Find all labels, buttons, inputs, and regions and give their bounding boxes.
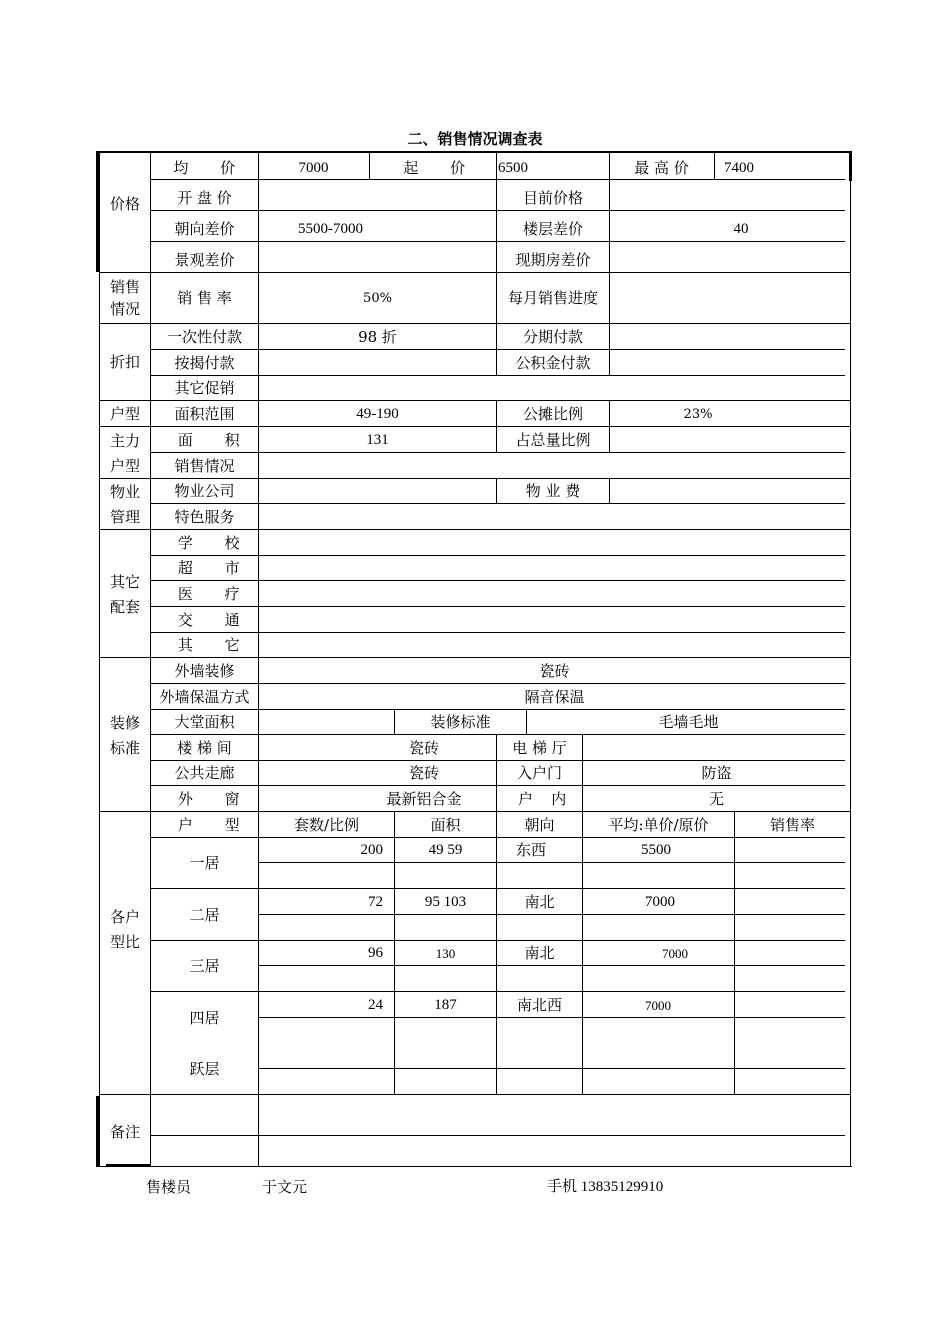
monthly-progress-label: 每月销售进度: [507, 289, 598, 307]
elevator-hall-label: 电 梯 厅: [512, 739, 567, 757]
h-line: [258, 1017, 845, 1018]
main-area-value: 131: [366, 432, 389, 448]
unit-type-3br: 三居: [189, 957, 220, 975]
h-line: [151, 991, 845, 992]
border-right: [850, 181, 851, 1167]
h-line: [151, 503, 845, 504]
page-title: 二、销售情况调查表: [407, 130, 543, 148]
wall-finish-value: 瓷砖: [539, 662, 570, 680]
facility-market-label: 超 市: [177, 559, 254, 577]
other-promo-label: 其它促销: [174, 379, 235, 397]
current-price-label: 目前价格: [522, 189, 583, 207]
border-bottom-thick: [106, 1164, 151, 1167]
entry-door-label: 入户门: [516, 764, 562, 782]
ready-diff-label: 现期房差价: [515, 251, 591, 269]
unit-area: 95 103: [424, 894, 467, 910]
h-line: [151, 888, 845, 889]
header-avg-price: 平均:单价/原价: [608, 816, 709, 834]
v-line: [609, 478, 610, 504]
facility-medical-label: 医 疗: [177, 585, 254, 603]
h-line: [151, 837, 845, 838]
section-main-unit: 主力户型: [109, 432, 140, 475]
indoor-label: 户 内: [517, 790, 574, 808]
unit-area: 130: [435, 946, 456, 961]
h-line: [99, 811, 850, 812]
ratio-label: 占总量比例: [515, 431, 591, 449]
section-unit-ratio: 各户型比: [109, 908, 140, 951]
sales-rate-label: 销 售 率: [177, 289, 232, 307]
h-line: [99, 400, 850, 401]
area-range-label: 面积范围: [174, 405, 235, 423]
main-area-label: 面 积: [177, 431, 254, 449]
survey-table: [96, 151, 852, 1167]
avg-price-value: 7000: [298, 160, 329, 176]
h-line: [151, 179, 845, 180]
header-count: 套数/比例: [293, 816, 360, 834]
unit-type-2br: 二居: [189, 906, 220, 924]
unit-avg-price: 7000: [662, 946, 688, 961]
lump-sum-label: 一次性付款: [166, 328, 242, 346]
unit-orientation: 东西: [516, 841, 547, 859]
unit-type-duplex: 跃层: [189, 1060, 220, 1078]
v-line: [369, 151, 370, 180]
section-property: 物业管理: [109, 483, 140, 526]
unit-avg-price: 7000: [645, 894, 675, 910]
header-sales-rate: 销售率: [769, 816, 815, 834]
section-unit: 户型: [109, 405, 140, 423]
floor-diff-value: 40: [733, 221, 749, 237]
seller-label: 售楼员: [146, 1178, 192, 1196]
border-top: [96, 151, 852, 153]
unit-count: 72: [368, 894, 383, 910]
floor-diff-label: 楼层差价: [522, 220, 583, 238]
h-line: [151, 580, 845, 581]
h-line: [99, 529, 850, 530]
h-line: [151, 349, 845, 350]
section-discount: 折扣: [109, 353, 140, 371]
lobby-area-label: 大堂面积: [174, 713, 235, 731]
max-price-label: 最 高 价: [634, 159, 689, 177]
h-line: [151, 555, 845, 556]
section-decoration: 装修标准: [109, 714, 140, 757]
main-sales-label: 销售情况: [174, 457, 235, 475]
unit-type-1br: 一居: [189, 854, 220, 872]
h-line: [99, 657, 850, 658]
v-line: [609, 272, 610, 324]
decoration-standard-label: 装修标准: [430, 713, 491, 731]
h-line: [151, 1135, 845, 1136]
insulation-label: 外墙保温方式: [159, 688, 250, 706]
unit-area: 49 59: [428, 842, 463, 858]
border-left-thick-b: [96, 1096, 99, 1167]
share-ratio-label: 公摊比例: [522, 405, 583, 423]
max-price-value: 7400: [724, 160, 754, 176]
h-line: [99, 1094, 850, 1095]
h-line: [151, 760, 845, 761]
area-range-value: 49-190: [356, 406, 399, 422]
window-label: 外 窗: [177, 790, 254, 808]
header-orientation: 朝向: [524, 816, 555, 834]
h-line: [151, 709, 845, 710]
v-line: [609, 323, 610, 376]
property-company-label: 物业公司: [174, 482, 235, 500]
window-value: 最新铝合金: [386, 790, 462, 808]
corridor-value: 瓷砖: [408, 764, 439, 782]
section-facilities: 其它配套: [109, 573, 140, 616]
h-line: [99, 323, 850, 324]
indoor-value: 无: [708, 790, 724, 808]
h-line: [151, 210, 845, 211]
h-line: [151, 632, 845, 633]
h-line: [99, 272, 850, 273]
stairwell-value: 瓷砖: [408, 739, 439, 757]
h-line: [151, 241, 845, 242]
border-left: [99, 151, 100, 1167]
border-right-thick: [849, 151, 852, 181]
section-price: 价格: [109, 195, 140, 213]
unit-orientation: 南北: [524, 944, 555, 962]
v-line: [714, 151, 715, 180]
h-line: [258, 914, 845, 915]
h-line: [151, 683, 845, 684]
decoration-standard-value: 毛墙毛地: [658, 713, 719, 731]
orient-diff-value: 5500-7000: [298, 221, 363, 237]
facility-traffic-label: 交 通: [177, 611, 254, 629]
property-fee-label: 物 业 费: [525, 482, 581, 500]
header-unit-type: 户 型: [177, 816, 254, 834]
unit-area: 187: [434, 997, 457, 1013]
h-line: [99, 478, 850, 479]
remarks-label: 备注: [109, 1123, 140, 1141]
unit-count: 24: [368, 997, 383, 1013]
sales-rate-value: 50%: [363, 291, 392, 306]
h-line: [151, 375, 845, 376]
h-line: [151, 606, 845, 607]
unit-orientation: 南北: [524, 893, 555, 911]
h-line: [151, 452, 845, 453]
h-line: [258, 965, 845, 966]
h-line: [258, 1068, 845, 1069]
open-price-label: 开 盘 价: [177, 189, 232, 207]
header-area: 面积: [430, 816, 461, 834]
entry-door-value: 防盗: [701, 764, 732, 782]
insulation-value: 隔音保温: [524, 688, 585, 706]
h-line: [151, 734, 845, 735]
corridor-label: 公共走廊: [174, 764, 235, 782]
start-price-label: 起 价: [403, 159, 479, 177]
lump-sum-value: 98 折: [358, 328, 397, 346]
unit-avg-price: 5500: [641, 842, 671, 858]
start-price-value: 6500: [498, 160, 528, 176]
unit-count: 200: [360, 842, 383, 858]
facility-school-label: 学 校: [177, 534, 254, 552]
h-line: [151, 940, 845, 941]
avg-price-label: 均 价: [173, 159, 249, 177]
unit-orientation: 南北西: [516, 996, 562, 1014]
unit-avg-price: 7000: [645, 998, 671, 1013]
border-bottom: [96, 1166, 852, 1167]
h-line: [99, 426, 850, 427]
seller-phone: 手机 13835129910: [547, 1179, 664, 1195]
wall-finish-label: 外墙装修: [174, 662, 235, 680]
section-sales: 销售情况: [109, 278, 140, 318]
orient-diff-label: 朝向差价: [174, 220, 235, 238]
mortgage-label: 按揭付款: [174, 354, 235, 372]
special-service-label: 特色服务: [174, 508, 235, 526]
fund-label: 公积金付款: [515, 354, 591, 372]
stairwell-label: 楼 梯 间: [177, 739, 232, 757]
h-line: [151, 785, 845, 786]
unit-type-4br: 四居: [189, 1009, 220, 1027]
h-line: [258, 862, 845, 863]
unit-count: 96: [368, 945, 383, 961]
seller-name: 于文元: [262, 1178, 308, 1196]
facility-other-label: 其 它: [177, 636, 254, 654]
view-diff-label: 景观差价: [174, 251, 235, 269]
share-ratio-value: 23%: [683, 407, 713, 422]
installment-label: 分期付款: [522, 328, 583, 346]
